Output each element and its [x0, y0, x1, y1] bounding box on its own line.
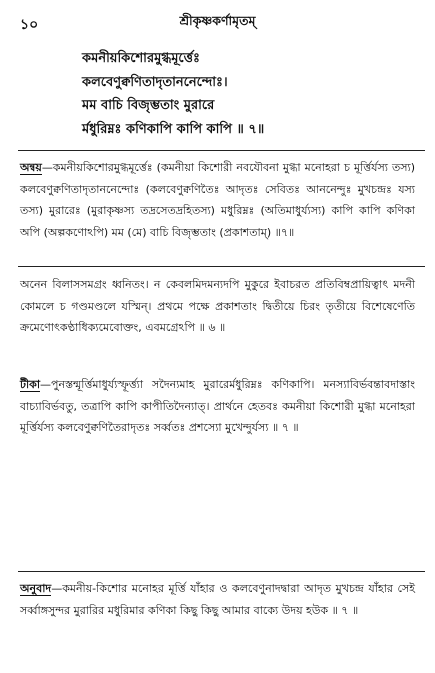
anvaya-paragraph: [20, 157, 415, 243]
commentary-paragraph: অনেন বিলাসসমগ্রং ধ্বনিতং। ন কেবলমিদমন্যদপি মুকুরে ইবাচরত প্রতিবিম্বপ্রায়িত্বাৎ মদনী কোমলে চ গণ্ডমণ্ডলে যস্মিন্। প্রথমে পক্ষে প্রকাশতাং দ্বিতীয়ে চিরং তৃতীয়ে বিশেষেণেতি ক্রমেণোৎকণ্ঠাধিক্যমেবোক্তং, এবমগ্রেঽপি ॥ ৬ ॥: [20, 278, 415, 334]
anvaya-section: [20, 157, 415, 243]
anubad-paragraph: [20, 578, 415, 621]
verse-line-1: কমনীয়কিশোরমুগ্ধমূর্ত্তেঃ: [82, 51, 200, 66]
commentary-section: [20, 274, 415, 339]
anvaya-heading: অন্বয়: [20, 161, 42, 174]
verse-line-2: কলবেণুক্বণিতাদৃতাননেন্দোঃ।: [82, 74, 228, 90]
verse-line-4: র্মধুরিম্নঃ কণিকাপি কাপি কাপি ॥ ৭॥: [82, 121, 265, 137]
anubad-heading: অনুবাদ: [20, 582, 52, 595]
divider-top: [18, 150, 425, 151]
verse-line-3: মম বাচি বিজৃম্ভতাং মুরারে: [82, 98, 215, 113]
tika-text: —পুনস্তন্মূর্ত্তিমাধুর্য্যস্ফূর্ত্ত্যা সদৈন্যমাহ মুরারের্মধুরিম্নঃ কণিকাপি। মনস্যাবির্ভবন্তাবদাস্তাং বাচ্যাবির্ভবতু, তত্রাপি কাপি কাপীতিদৈন্যাত্। প্রার্থনে হেতবঃ কমনীয়া কিশোরী মুগ্ধা মনোহরা মূর্ত্তির্যস্য কলবেণুক্বণিতৈরাদৃতঃ সর্ব্বতঃ প্রশস্যো মুখেন্দুর্যস্য ॥ ৭ ॥: [20, 378, 415, 434]
tika-heading: টীকা: [20, 378, 41, 391]
anvaya-text: —কমনীয়কিশোরমুগ্ধমূর্ত্তেঃ (কমনীয়া কিশোরী নবযৌবনা মুগ্ধা মনোহরা চ মূর্ত্তির্যস্য তস্য) কলবেণুক্বণিতাদৃতাননেন্দোঃ (কলবেণুক্বণিতৈঃ আদৃতঃ সেবিতঃ আননেন্দুঃ মুখচন্দ্রঃ যস্য তস্য) মুরারেঃ (মুরাকৃষ্ণস্য তদ্রসেতদ্রহিতস্য) মধুরিম্নঃ (অতিমাধুর্য্যস্য) কাপি কাপি কণিকা অপি (অল্পকণোঽপি) মম (মে) বাচি বিজৃম্ভতাং (প্রকাশতাম্) ॥৭॥: [20, 161, 415, 239]
verse-block: [82, 47, 412, 141]
running-title: শ্রীকৃষ্ণকর্ণামৃতম্: [179, 13, 256, 28]
page-number: ১০: [20, 17, 39, 33]
tika-paragraph: [20, 374, 415, 439]
anubad-section: [20, 578, 415, 621]
tika-section: [20, 374, 415, 439]
divider-bottom: [18, 571, 425, 572]
anubad-text: —কমনীয়-কিশোর মনোহর মূর্ত্তি যাঁহার ও কলবেণুনাদদ্বারা আদৃত মুখচন্দ্র যাঁহার সেই সর্ব্বাঙ্গসুন্দর মুরারির মধুরিমার কণিকা কিছু কিছু আমার বাক্যে উদয় হউক ॥ ৭ ॥: [20, 582, 415, 617]
page-header: [20, 13, 415, 31]
divider-middle: [18, 266, 425, 267]
